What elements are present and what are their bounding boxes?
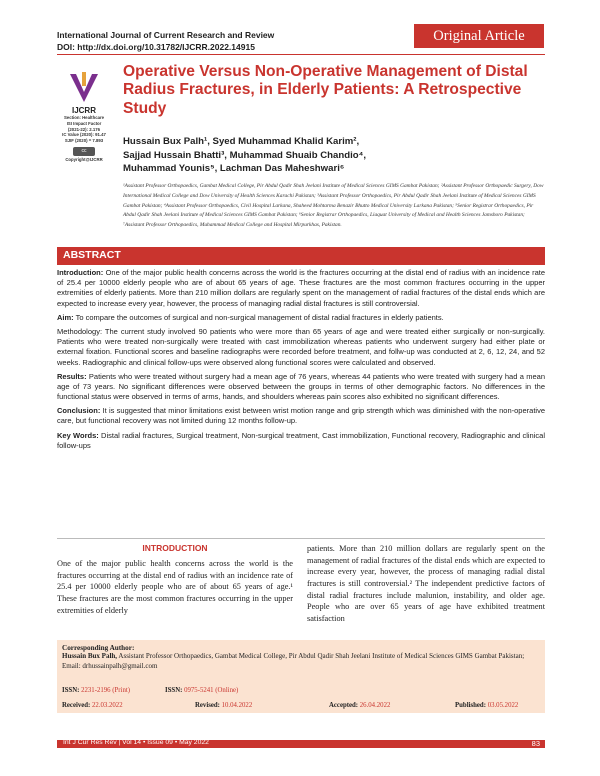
page-footer (57, 740, 545, 748)
corresponding-details: Hussain Bux Palh, Assistant Professor Orthopaedics, Gambat Medical College, Pir Abdul Qadir Shah Jeelani Institute of Medical Sciences GIMS Gambat Pakistan; Email: drhussainpalh@gmail.com (62, 652, 525, 670)
abstract-conclusion: Conclusion: It is suggested that minor limitations exist between wrist motion range and grip strength which was diminished with the non-operative care, but functional recovery was not limited during 12 months follow-up. (57, 406, 545, 426)
creative-commons-icon: cc (73, 147, 95, 156)
introduction-right-column: patients. More than 210 million dollars are regularly spent on the management of radial fractures of the distal ends which are expected to increase every year, however, the process of managing radial distal fractures is still controversial.² The independent predictive factors of distal radial fractures include malunion, instability, and older age. People who are over 65 years of age have exhibited treatment satisfaction (307, 544, 545, 624)
published-date: Published: 03.05.2022 (455, 702, 519, 709)
abstract-divider (57, 538, 545, 539)
logo-name: IJCRR (71, 106, 96, 115)
corresponding-heading: Corresponding Author: (62, 644, 135, 652)
journal-name: International Journal of Current Research and Review (57, 30, 275, 40)
footer-citation: Int J Cur Res Rev | Vol 14 • Issue 09 • May 2022 (63, 739, 209, 746)
abstract-heading-bar (57, 247, 545, 265)
affiliations: ¹Assistant Professor Orthopaedics, Gambat Medical College, Pir Abdul Qadir Shah Jeelani Institute of Medical Sciences GIMS Gambat Pakistan; ²Assistant Professor Orthopaedic Surgery, Dow International Medical College and Dow University of Health Sciences Karachi Pakistan; ³Assistant Professor Orthopaedics, Pir Abdul Qadir Shah Jeelani Institute of Medical Sciences GIMS Gambat Pakistan; ⁴Assistant Professor Orthopaedics, Civil Hospital Larkana, Shaheed Mohtarma Benazir Bhutto Medical University Larkana Pakistan; ⁵Senior Registrar Orthopaedics, Pir Abdul Qadir Shah Jeelani Institute of Medical Sciences GIMS Gambat Pakistan; ⁶Senior Registrar Orthopaedics, Liaquat University of Medical and Health Sciences Jamshoro Pakistan; ⁷Assistant Professor Orthopaedics, Muhammad Medical College and Hospital Mirpurkhas, Pakistan. (123, 183, 544, 229)
abstract-results: Results: Patients who were treated without surgery had a mean age of 76 years, whereas 44 patients who were treated with surgery had a mean age of 73 years. No significant differences were observed between the groups in terms of other demographic factors. No differences in the functional status were observed in terms of arms, hands, and shoulders whereas pain scores also exhibited no significant differences. (57, 371, 545, 402)
abstract-body (57, 268, 545, 455)
doi-link[interactable]: DOI: http://dx.doi.org/10.31782/IJCRR.2022.14915 (57, 42, 255, 52)
introduction-left-column: One of the major public health concerns across the world is the fractures occurring at the distal end of radius with an incidence rate of 25.4 per 10000 elderly people who are of about 65 years of age.¹ These fractures are the most common fractures occurring in the upper extremities of elderly (57, 559, 293, 615)
accepted-date: Accepted: 26.04.2022 (329, 702, 391, 709)
abstract-aim: Aim: To compare the outcomes of surgical and non-surgical management of distal radial fractures in elderly patients. (57, 312, 444, 322)
received-date: Received: 22.03.2022 (62, 702, 123, 709)
page-number: 83 (531, 739, 540, 748)
issn-print: ISSN: 2231-2196 (Print) (62, 687, 130, 694)
introduction-heading: INTRODUCTION (142, 543, 208, 553)
article-title: Operative Versus Non-Operative Management of Distal Radius Fractures, in Elderly Patients: A Retrospective Study (123, 63, 528, 117)
author-line: Sajjad Hussain Bhatti³, Muhammad Shuaib Chandio⁴, (123, 149, 367, 161)
abstract-methodology: Methodology: The current study involved 90 patients who were more than 65 years of age and were treated either surgically or non-surgically. Patients who were treated non-surgically were treated with cast immobilization whereas patients who underwent surgery had either plate or external fixation. Functional scores and baseline radiographs were recorded before treatment, and follw-up was conducted at 2, 6, 12, 24, and 52 weeks. Radiographic and clinical follow-ups were observed along functional scores were calculated and observed. (57, 326, 545, 367)
copyright-text: Copyright@IJCRR (65, 156, 103, 162)
issn-online: ISSN: 0975-5241 (Online) (165, 687, 239, 694)
author-list (123, 135, 543, 176)
abstract-introduction: Introduction: One of the major public health concerns across the world is the fractures occurring at the distal end of radius with an incidence rate of 25.4 per 10000 elderly people who are of about 65 years of age. These fractures are the most common fractures occurring in the upper extremities of elderly patients. More than 210 million dollars are regularly spent on the management of radial fractures of the distal ends which are expected to increase every year, however, the process of managing radial distal fractures is still controversial. (57, 268, 545, 308)
corresponding-author-box (57, 640, 545, 713)
abstract-keywords: Key Words: Distal radial fractures, Surgical treatment, Non-surgical treatment, Cast immobilization, Functional recovery, Radiographic and clinical follow-ups (57, 430, 545, 450)
author-line: Hussain Bux Palh¹, Syed Muhammad Khalid Karim², (123, 136, 360, 147)
logo-meta: Section: Healthcare ISI Impact Factor (2021-22): 2.176 IC Value (2020): 91.47 SJIF (2020) = 7.893 (62, 115, 106, 144)
revised-date: Revised: 10.04.2022 (195, 702, 253, 709)
ijcrr-logo-icon (66, 70, 102, 106)
header-divider (57, 54, 545, 55)
journal-logo-block (59, 70, 109, 163)
author-line: Muhammad Younis⁵, Lachman Das Maheshwari⁶ (123, 163, 345, 175)
abstract-heading: ABSTRACT (63, 249, 121, 261)
article-type-badge: Original Article (414, 24, 544, 48)
